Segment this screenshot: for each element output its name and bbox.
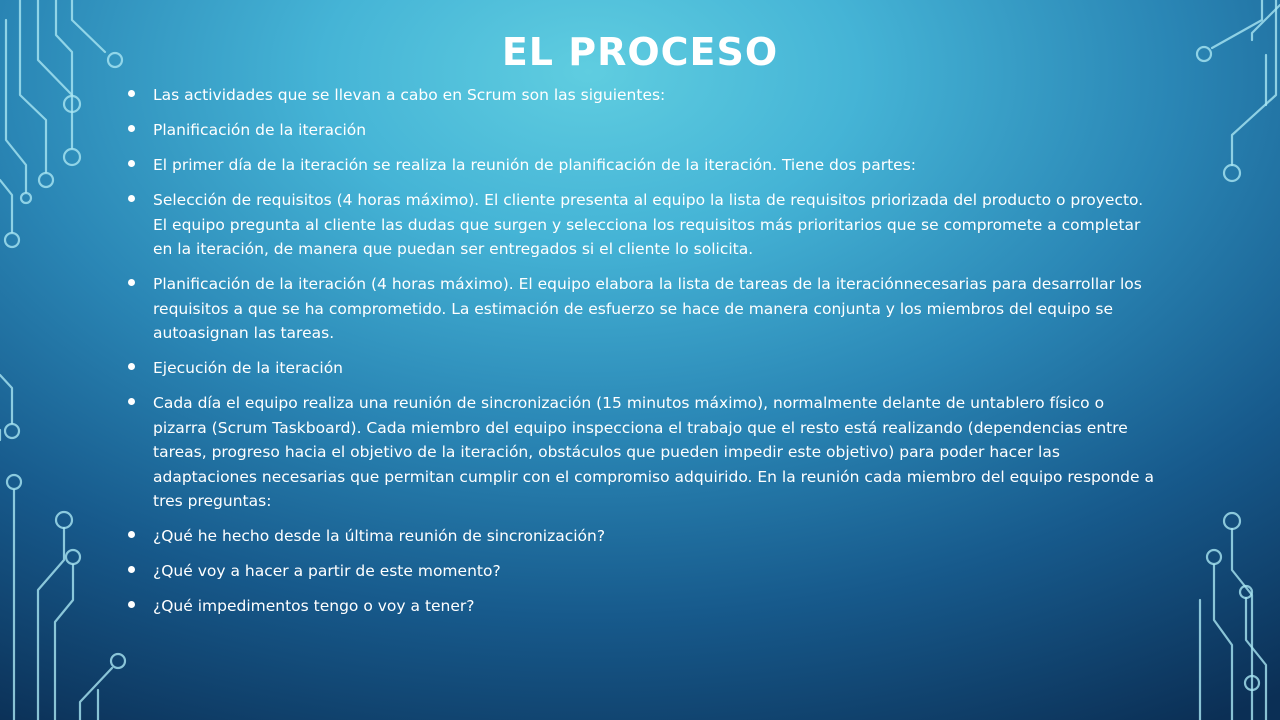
circuit-line [80, 668, 112, 720]
bullet-dot-icon [128, 279, 135, 286]
bullet-item [128, 153, 1158, 178]
bullet-text: El primer día de la iteración se realiza la reunión de planificación de la iteración. Tiene dos partes: [153, 156, 917, 174]
bullet-text: Planificación de la iteración (4 horas máximo). El equipo elabora la lista de tareas de la iteraciónnecesarias para desarrollar los requisitos a que se ha comprometido. La estimación de esfuerzo se hace de manera conjunta y los miembros del equipo se autoasignan las tareas. [153, 275, 1142, 342]
circuit-node [1224, 513, 1240, 529]
circuit-node [5, 233, 19, 247]
bullet-text: Ejecución de la iteración [153, 359, 344, 377]
bullet-item [128, 559, 1158, 584]
bullet-dot-icon [128, 531, 135, 538]
circuit-node [111, 654, 125, 668]
circuit-node [64, 149, 80, 165]
circuit-node [56, 512, 72, 528]
circuit-line [0, 375, 12, 423]
circuit-line [1246, 598, 1266, 720]
bullet-item [128, 272, 1158, 346]
circuit-line [1232, 529, 1252, 720]
circuit-line [1214, 565, 1232, 720]
bullet-text: ¿Qué impedimentos tengo o voy a tener? [153, 597, 475, 615]
circuit-line [55, 565, 73, 720]
slide-title: EL PROCESO [501, 30, 779, 74]
bullet-item [128, 391, 1158, 514]
bullet-item [128, 188, 1158, 262]
bullet-text: ¿Qué he hecho desde la última reunión de sincronización? [153, 527, 606, 545]
circuit-node [5, 424, 19, 438]
circuit-node [21, 193, 31, 203]
circuit-line [38, 528, 64, 720]
bullet-text: Planificación de la iteración [153, 121, 367, 139]
circuit-node [1224, 165, 1240, 181]
bullet-dot-icon [128, 195, 135, 202]
bullet-dot-icon [128, 363, 135, 370]
bullet-text: Selección de requisitos (4 horas máximo). El cliente presenta al equipo la lista de requisitos priorizada del producto o proyecto. El equipo pregunta al cliente las dudas que surgen y selecciona los requisitos más prioritarios que se compromete a completar en la iteración, de manera que puedan ser entregados si el cliente lo solicita. [153, 191, 1144, 258]
bullet-text: Las actividades que se llevan a cabo en Scrum son las siguientes: [153, 86, 666, 104]
bullet-dot-icon [128, 566, 135, 573]
bullet-dot-icon [128, 601, 135, 608]
bullet-dot-icon [128, 90, 135, 97]
bullet-dot-icon [128, 398, 135, 405]
circuit-node [39, 173, 53, 187]
circuit-node [66, 550, 80, 564]
bullet-item [128, 118, 1158, 143]
bullet-item [128, 83, 1158, 108]
circuit-node [7, 475, 21, 489]
bullet-dot-icon [128, 125, 135, 132]
bullet-item [128, 524, 1158, 549]
bullet-item [128, 356, 1158, 381]
circuit-line [0, 180, 12, 232]
bullet-item [128, 594, 1158, 619]
circuit-line [20, 0, 46, 172]
bullet-text: Cada día el equipo realiza una reunión de sincronización (15 minutos máximo), normalmente delante de untablero físico o pizarra (Scrum Taskboard). Cada miembro del equipo inspecciona el trabajo que el resto está realizando (dependencias entre tareas, progreso hacia el objetivo de la iteración, obstáculos que pueden impedir este objetivo) para poder hacer las adaptaciones necesarias que permitan cumplir con el compromiso adquirido. En la reunión cada miembro del equipo responde a tres preguntas: [153, 394, 1154, 510]
circuit-node [1207, 550, 1221, 564]
bullet-list [128, 83, 1158, 629]
bullet-text: ¿Qué voy a hacer a partir de este momento? [153, 562, 501, 580]
bullet-dot-icon [128, 160, 135, 167]
